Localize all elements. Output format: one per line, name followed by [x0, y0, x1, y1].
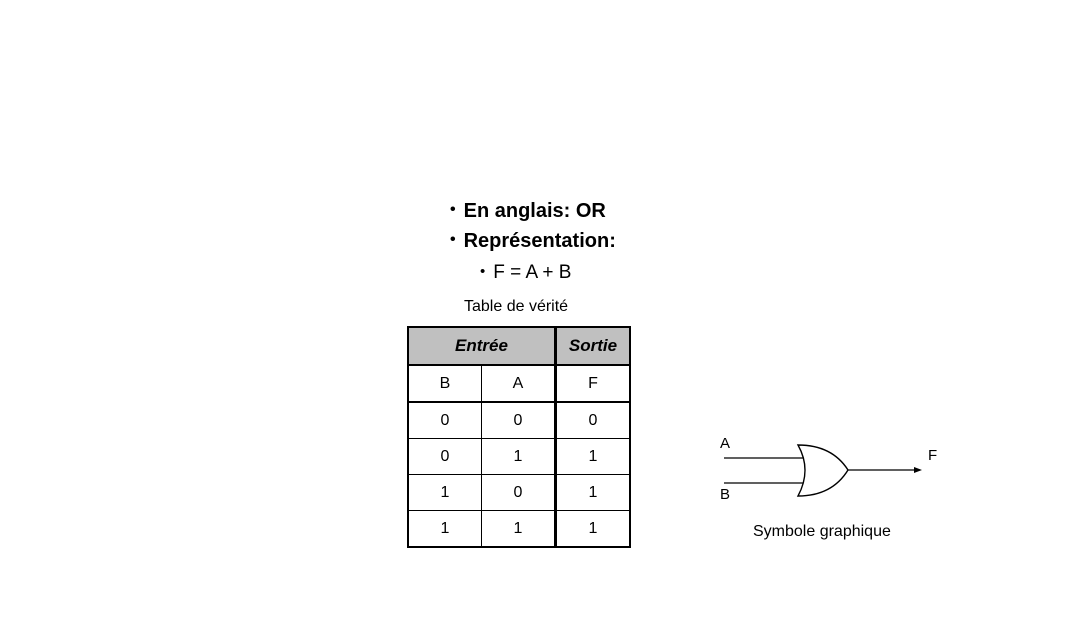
or-gate-body: [798, 445, 848, 496]
column-header-a: A: [482, 365, 556, 402]
cell-a: 0: [482, 475, 556, 511]
representation-text: Représentation:: [463, 230, 616, 252]
cell-b: 1: [408, 511, 482, 548]
truth-table-group-header: [408, 327, 630, 365]
bullet-representation: [450, 230, 616, 253]
cell-b: 1: [408, 475, 482, 511]
column-header-f: F: [556, 365, 631, 402]
bullet-formula: [480, 262, 571, 284]
truth-table: [407, 326, 631, 548]
or-gate-symbol: [712, 430, 952, 510]
english-name-text: En anglais: OR: [463, 200, 606, 222]
truth-table-column-header: [408, 365, 630, 402]
truth-table-caption: Table de vérité: [464, 298, 569, 315]
cell-f: 1: [556, 439, 631, 475]
cell-a: 0: [482, 402, 556, 439]
table-row: [408, 439, 630, 475]
bullet-dot: •: [480, 263, 486, 280]
output-arrow-icon: [914, 467, 922, 473]
output-group-header: Sortie: [556, 327, 631, 365]
cell-a: 1: [482, 511, 556, 548]
cell-f: 0: [556, 402, 631, 439]
formula-text: F = A + B: [493, 262, 572, 283]
cell-a: 1: [482, 439, 556, 475]
cell-f: 1: [556, 511, 631, 548]
gate-input-b-label: B: [720, 486, 731, 503]
column-header-b: B: [408, 365, 482, 402]
gate-input-a-label: A: [720, 435, 731, 452]
cell-b: 0: [408, 439, 482, 475]
input-group-header: Entrée: [408, 327, 556, 365]
cell-b: 0: [408, 402, 482, 439]
table-row: [408, 475, 630, 511]
bullet-dot: •: [450, 231, 456, 248]
table-row: [408, 511, 630, 548]
symbol-caption: Symbole graphique: [753, 523, 891, 540]
bullet-dot: •: [450, 201, 456, 218]
cell-f: 1: [556, 475, 631, 511]
bullet-english-name: [450, 200, 606, 223]
gate-output-f-label: F: [928, 447, 938, 464]
table-row: [408, 402, 630, 439]
